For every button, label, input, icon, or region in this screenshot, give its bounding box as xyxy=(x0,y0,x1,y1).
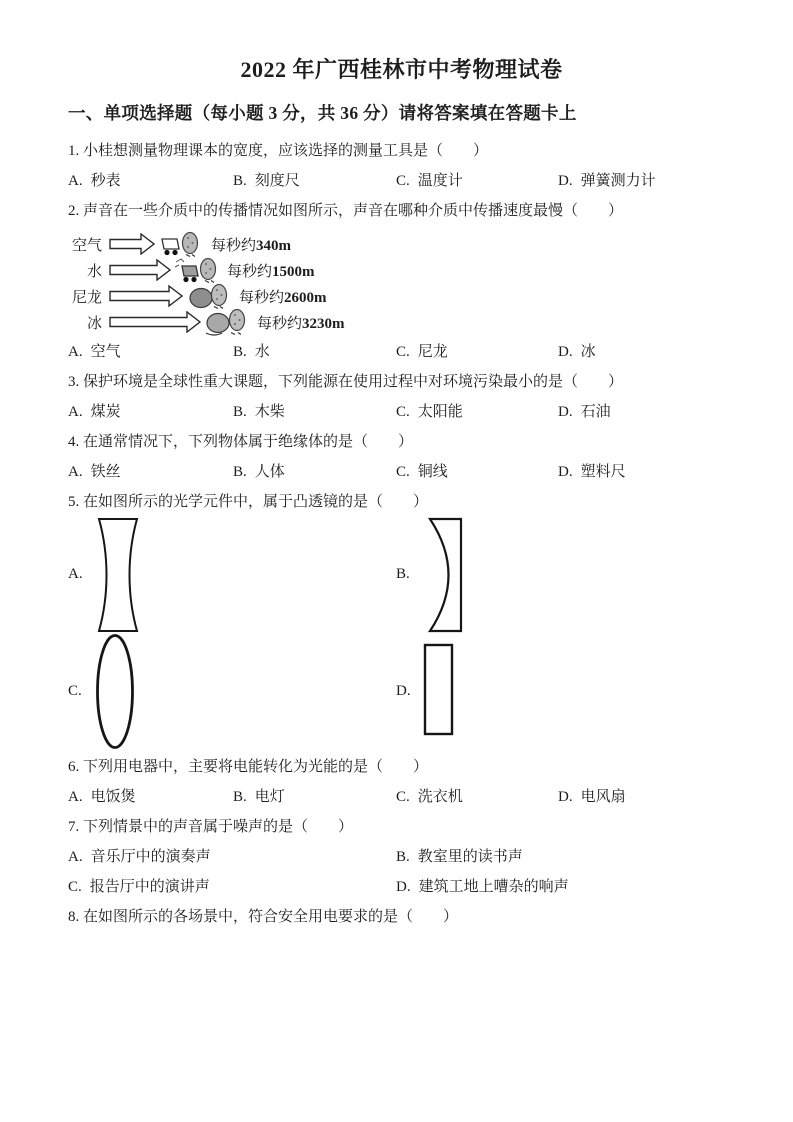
q3-option-b xyxy=(233,402,396,423)
speed-value: 2600m xyxy=(284,289,327,306)
option-text: 太阳能 xyxy=(417,404,463,420)
option-label: B. xyxy=(233,344,247,360)
option-text: 秒表 xyxy=(90,173,121,189)
cart-creature-icon xyxy=(158,230,204,258)
option-text: 冰 xyxy=(580,344,596,360)
question-6-options xyxy=(68,787,735,808)
option-label: A. xyxy=(68,789,83,805)
option-text: 温度计 xyxy=(417,173,463,189)
sound-speed-diagram xyxy=(68,231,735,335)
block-arrow-icon xyxy=(109,259,171,281)
medium-label: 冰 xyxy=(86,315,102,332)
speed-value: 340m xyxy=(256,237,292,254)
speed-value: 1500m xyxy=(272,263,315,280)
option-text: 刻度尺 xyxy=(254,173,300,189)
option-text: 石油 xyxy=(580,404,611,420)
option-text: 煤炭 xyxy=(90,404,121,420)
question-4-stem: 4. 在通常情况下，下列物体属于绝缘体的是（ ） xyxy=(68,434,414,450)
question-6-stem: 6. 下列用电器中，主要将电能转化为光能的是（ ） xyxy=(68,759,429,775)
option-label: B. xyxy=(233,464,247,480)
option-label: C. xyxy=(396,789,410,805)
option-text: 报告厅中的演讲声 xyxy=(89,879,210,895)
q1-option-d xyxy=(558,171,735,192)
cart-creature-icon xyxy=(174,256,220,284)
option-label: D. xyxy=(558,404,573,420)
option-label: A. xyxy=(68,464,83,480)
option-text: 铁丝 xyxy=(90,464,121,480)
lens-figures xyxy=(68,516,735,750)
running-creatures-icon xyxy=(204,308,250,336)
option-label: C. xyxy=(68,879,82,895)
option-label: A. xyxy=(68,404,83,420)
option-label: D. xyxy=(558,173,573,189)
block-arrow-icon xyxy=(109,233,155,255)
figure-label: C. xyxy=(68,683,82,699)
option-text: 尼龙 xyxy=(417,344,448,360)
question-8-stem: 8. 在如图所示的各场景中，符合安全用电要求的是（ ） xyxy=(68,909,459,925)
option-label: B. xyxy=(233,404,247,420)
block-arrow-icon xyxy=(109,311,201,333)
running-creatures-icon xyxy=(186,282,232,310)
q1-option-c xyxy=(396,171,558,192)
option-label: C. xyxy=(396,173,410,189)
medium-label: 尼龙 xyxy=(71,289,102,306)
option-label: D. xyxy=(396,879,411,895)
option-text: 人体 xyxy=(254,464,285,480)
q6-option-c xyxy=(396,787,558,808)
q7-option-b xyxy=(396,847,735,868)
option-label: A. xyxy=(68,173,83,189)
medium-label: 水 xyxy=(86,263,102,280)
q7-option-d xyxy=(396,877,735,898)
lens-figure-d xyxy=(396,633,735,750)
lens-figure-a xyxy=(68,516,396,633)
q3-option-c xyxy=(396,402,558,423)
q3-option-d xyxy=(558,402,735,423)
speed-label xyxy=(257,312,345,333)
option-label: D. xyxy=(558,464,573,480)
lens-figure-b xyxy=(396,516,735,633)
option-label: B. xyxy=(233,789,247,805)
option-text: 木柴 xyxy=(254,404,285,420)
option-label: C. xyxy=(396,404,410,420)
speed-value: 3230m xyxy=(302,315,345,332)
option-text: 塑料尺 xyxy=(580,464,626,480)
q4-option-b xyxy=(233,462,396,483)
q1-option-b xyxy=(233,171,396,192)
question-7-stem: 7. 下列情景中的声音属于噪声的是（ ） xyxy=(68,819,354,835)
q6-option-d xyxy=(558,787,735,808)
speed-prefix: 每秒约 xyxy=(227,263,273,280)
question-2-options xyxy=(68,342,735,363)
option-label: B. xyxy=(233,173,247,189)
option-text: 洗衣机 xyxy=(417,789,463,805)
speed-label xyxy=(239,286,327,307)
q7-option-a xyxy=(68,847,396,868)
option-text: 教室里的读书声 xyxy=(417,849,523,865)
option-text: 空气 xyxy=(90,344,121,360)
option-text: 铜线 xyxy=(417,464,448,480)
q4-option-a xyxy=(68,462,233,483)
question-7-options-row-2 xyxy=(68,877,735,898)
q7-option-c xyxy=(68,877,396,898)
q4-option-c xyxy=(396,462,558,483)
q2-option-a xyxy=(68,342,233,363)
diagram-row-air xyxy=(68,231,735,257)
option-text: 音乐厅中的演奏声 xyxy=(90,849,211,865)
biconcave-lens-icon xyxy=(94,517,142,633)
figure-label: B. xyxy=(396,566,410,582)
option-text: 电风扇 xyxy=(580,789,626,805)
option-text: 建筑工地上嘈杂的响声 xyxy=(418,879,569,895)
question-1-options xyxy=(68,171,735,192)
question-4-options xyxy=(68,462,735,483)
q2-option-c xyxy=(396,342,558,363)
option-label: D. xyxy=(558,789,573,805)
option-label: A. xyxy=(68,344,83,360)
diagram-row-nylon xyxy=(68,283,735,309)
page-title: 2022 年广西桂林市中考物理试卷 xyxy=(240,57,563,82)
option-label: B. xyxy=(396,849,410,865)
medium-label: 空气 xyxy=(71,237,102,254)
speed-label xyxy=(227,260,315,281)
q1-option-a xyxy=(68,171,233,192)
diagram-row-ice xyxy=(68,309,735,335)
figure-label: D. xyxy=(396,683,411,699)
q3-option-a xyxy=(68,402,233,423)
figure-label: A. xyxy=(68,566,83,582)
option-label: C. xyxy=(396,464,410,480)
q4-option-d xyxy=(558,462,735,483)
option-text: 水 xyxy=(254,344,270,360)
q6-option-b xyxy=(233,787,396,808)
block-arrow-icon xyxy=(109,285,183,307)
question-7-options-row-1 xyxy=(68,847,735,868)
question-3-stem: 3. 保护环境是全球性重大课题，下列能源在使用过程中对环境污染最小的是（ ） xyxy=(68,374,624,390)
biconvex-lens-icon xyxy=(94,633,136,750)
speed-prefix: 每秒约 xyxy=(257,315,303,332)
option-label: C. xyxy=(396,344,410,360)
q2-option-b xyxy=(233,342,396,363)
speed-label xyxy=(211,234,291,255)
q6-option-a xyxy=(68,787,233,808)
option-text: 电饭煲 xyxy=(90,789,136,805)
question-1-stem: 1. 小桂想测量物理课本的宽度，应该选择的测量工具是（ ） xyxy=(68,143,489,159)
section-heading: 一、单项选择题（每小题 3 分，共 36 分）请将答案填在答题卡上 xyxy=(68,103,577,123)
question-2-stem: 2. 声音在一些介质中的传播情况如图所示，声音在哪种介质中传播速度最慢（ ） xyxy=(68,203,624,219)
q2-option-d xyxy=(558,342,735,363)
option-label: D. xyxy=(558,344,573,360)
glass-block-icon xyxy=(422,633,456,750)
option-text: 电灯 xyxy=(254,789,285,805)
plano-concave-lens-icon xyxy=(422,517,466,633)
speed-prefix: 每秒约 xyxy=(211,237,257,254)
lens-figure-c xyxy=(68,633,396,750)
option-label: A. xyxy=(68,849,83,865)
speed-prefix: 每秒约 xyxy=(239,289,285,306)
question-5-stem: 5. 在如图所示的光学元件中，属于凸透镜的是（ ） xyxy=(68,494,429,510)
option-text: 弹簧测力计 xyxy=(580,173,656,189)
diagram-row-water xyxy=(68,257,735,283)
question-3-options xyxy=(68,402,735,423)
